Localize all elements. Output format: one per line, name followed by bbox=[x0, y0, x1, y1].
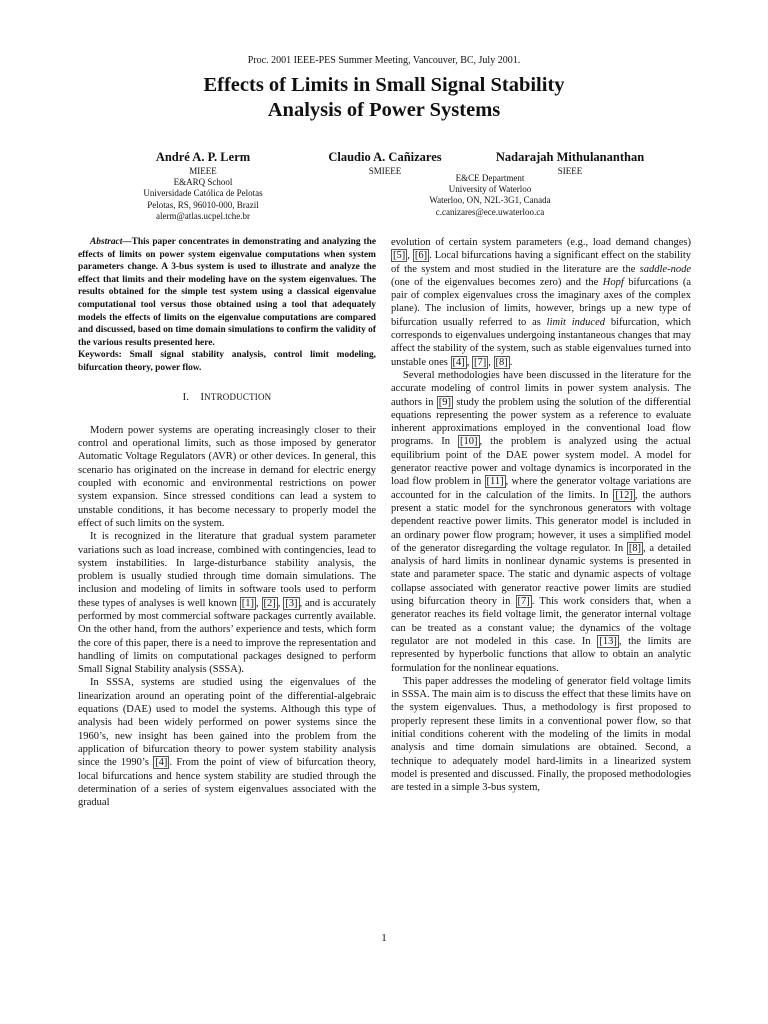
author-grade: SIEEE bbox=[557, 166, 583, 176]
citation-link[interactable]: [5] bbox=[393, 250, 406, 262]
author-name: Claudio A. Cañizares bbox=[328, 150, 442, 164]
conference-line: Proc. 2001 IEEE-PES Summer Meeting, Vancouver, BC, July 2001. bbox=[247, 55, 521, 66]
author-affiliation: University of Waterloo bbox=[448, 184, 532, 195]
abstract: Abstract—This paper concentrates in demonstrating and analyzing the effects of limits on power system eigenvalue computations when system parameters change. A 3-bus system is used to illustrate and analyze the effect that limits and their modeling have on the system eigenvalues. The results obtained for the simple test system using a classical eigenvalue computational tool versus those obtained using a tool that adequately models the effects of limits on the eigenvalue computations are compared and discussed, based on time domain simulations to confirm the validity of the various results presented here. bbox=[78, 237, 376, 348]
title-line-2: Analysis of Power Systems bbox=[267, 99, 501, 121]
keywords-label: Keywords: bbox=[78, 350, 122, 361]
citation-link[interactable]: [6] bbox=[414, 250, 428, 262]
paragraph: Modern power systems are operating increasingly closer to their control and operational limits, such as those imposed by generator Automatic Voltage Regulators (AVR) or other devices. In general, this scenario has originated on the increase in demand for electric energy coupled with economic and environmental restrictions on power system expansion. Since stressed conditions can lead a system to unstable conditions, it has become necessary to properly model the effect of such limits on the system. bbox=[78, 424, 376, 529]
citation-link[interactable]: [4] bbox=[452, 356, 465, 368]
paragraph: In SSSA, systems are studied using the eigenvalues of the linearization around an operating point of the differential-algebraic equations (DAE) used to model the systems. Although this type of analysis had been widely performed on power systems since the 1960’s, new insight has been gained into the problem from the application of bifurcation theory to power system stability analysis since the 1990’s [4] . From the point of view of bifurcation theory, local bifurcations and hence system stability are studied through the determination of a series of system eigenvalues associated with the gradual bbox=[78, 677, 377, 809]
citation-link[interactable]: [8] bbox=[628, 542, 642, 554]
citation-link[interactable]: [1] bbox=[241, 597, 255, 609]
paragraph: Several methodologies have been discussed in the literature for the accurate modeling of control limits in power system analysis. The authors in [9] study the problem using the solution of the differential equations representing the power system as a reference to evaluate inherent approximations employed in the conventional load flow programs. In [10] , the problem is analyzed using the actual equilibrium point of the DAE power system model. A model for generator reactive power and voltage dynamics is incorporated in the load flow problem in [11] , where the generator voltage variations are accounted for in the calculation of the limits. In [12] , the authors present a static model for the synchronous generators with voltage dependent reactive power limits. This generator model is included in an ordinary power flow program; however, it uses a simplified model of the generator disregarding the voltage regulator. In [8] , a detailed analysis of hard limits in nonlinear dynamic systems is presented in state and parameter space. The static and dynamic aspects of voltage collapse associated with generator reactive power limits are studied using bifurcation theory in [7] . This work considers that, when a generator reaches its field voltage limit, the generator internal voltage can be treated as a constant value; the dynamics of the voltage regulator are not modeled in this case. In [13] , the limits are represented by hyperbolic functions that allow to obtain an analytic formulation for the nonlinear equations. bbox=[391, 369, 692, 674]
author-address: Pelotas, RS, 96010-000, Brazil bbox=[147, 199, 259, 210]
author-address: Waterloo, ON, N2L-3G1, Canada bbox=[429, 195, 551, 206]
author-shared-affiliation bbox=[395, 173, 585, 218]
title-line-1: Effects of Limits in Small Signal Stability bbox=[203, 74, 565, 96]
citation-link[interactable]: [11] bbox=[486, 476, 504, 488]
citation-link[interactable]: [3] bbox=[285, 597, 298, 609]
keywords-text: Small signal stability analysis, control limit modeling, bifurcation theory, power flow. bbox=[78, 350, 376, 373]
left-column bbox=[78, 236, 376, 809]
citation-link[interactable]: [4] bbox=[155, 757, 168, 769]
abstract-label: Abstract bbox=[90, 237, 123, 247]
citation-link[interactable]: [7] bbox=[517, 596, 530, 608]
citation-link[interactable]: [12] bbox=[615, 489, 633, 501]
citation-link[interactable]: [10] bbox=[460, 436, 478, 448]
author-grade: MIEEE bbox=[189, 166, 217, 176]
author-affiliation: Universidade Católica de Pelotas bbox=[143, 188, 263, 199]
citation-link[interactable]: [7] bbox=[474, 356, 487, 368]
citation-link[interactable]: [9] bbox=[438, 396, 451, 408]
author-name: André A. P. Lerm bbox=[155, 150, 251, 164]
citation-link[interactable]: [2] bbox=[263, 597, 276, 609]
author-block-lerm bbox=[103, 150, 303, 222]
paragraph: This paper addresses the modeling of generator field voltage limits in SSSA. The main aim is to discuss the effect that these limits have on the system eigenvalues. Thus, a methodology is first proposed to properly represent these limits in a conventional power flow, so that initial conditions coherent with the modeling of the limits in modal analysis and time domain simulations are obtained. Second, a technique to adequately model hard-limits in a linearized system model is presented and discussed. Finally, the proposed methodologies are tested in a simple 3-bus system, bbox=[391, 675, 691, 794]
right-column bbox=[391, 236, 691, 794]
paragraph: evolution of certain system parameters (e.g., load demand changes) [5] , [6] . Local bifurcations having a significant effect on the stability of the system and most studied in the literature are the saddle-node (one of the eigenvalues becomes zero) and the Hopf bifurcations (a pair of complex eigenvalues cross the imaginary axes of the complex plane). The inclusion of limits, however, brings up a new type of bifurcation usually referred to as limit induced bifurcation, which corresponds to eigenvalues undergoing instantaneous changes that may affect the stability of the system, such as stable eigenvalues turned into unstable ones [4] , [7] , [8] . bbox=[391, 237, 692, 368]
author-affiliation: E&ARQ School bbox=[173, 177, 233, 188]
keywords bbox=[78, 349, 376, 374]
abstract-text: This paper concentrates in demonstrating and analyzing the effects of limits on power system eigenvalue computations when system parameters change. A 3-bus system is used to illustrate and analyze the effect that limits and their modeling have on the system eigenvalues. The results obtained for the simple test system using a classical eigenvalue computational tool versus those obtained using a tool that adequately models the effects of limits on the eigenvalue computations are compared and discussed, based on time domain simulations to confirm the validity of the various results presented here. bbox=[78, 237, 376, 348]
author-email: alerm@atlas.ucpel.tche.br bbox=[156, 210, 250, 221]
page-number: 1 bbox=[381, 932, 387, 944]
paper-title bbox=[0, 73, 768, 123]
citation-link[interactable]: [13] bbox=[599, 635, 617, 647]
citation-link[interactable]: [8] bbox=[495, 356, 508, 368]
author-name: Nadarajah Mithulananthan bbox=[495, 150, 645, 164]
paragraph: It is recognized in the literature that gradual system parameter variations such as load increase, combined with contingencies, lead to system instabilities. In large-disturbance stability analysis, the problem is usually studied through time domain simulations. The inclusion and modeling of limits in software tools used to perform these types of analyses is well known [1] , [2] , [3] , and is accurately performed by most commercial software packages currently available. On the other hand, from the authors’ experience and tests, which form the core of this paper, there is a need to improve the representation and handling of limits on computational packages designed to perform Small Signal Stability analysis (SSSA). bbox=[78, 531, 377, 676]
section-heading-introduction: I. INTRODUCTION bbox=[182, 391, 272, 403]
author-email: c.canizares@ece.uwaterloo.ca bbox=[435, 206, 545, 217]
author-grade: SMIEEE bbox=[368, 166, 402, 176]
author-affiliation: E&CE Department bbox=[455, 173, 525, 183]
